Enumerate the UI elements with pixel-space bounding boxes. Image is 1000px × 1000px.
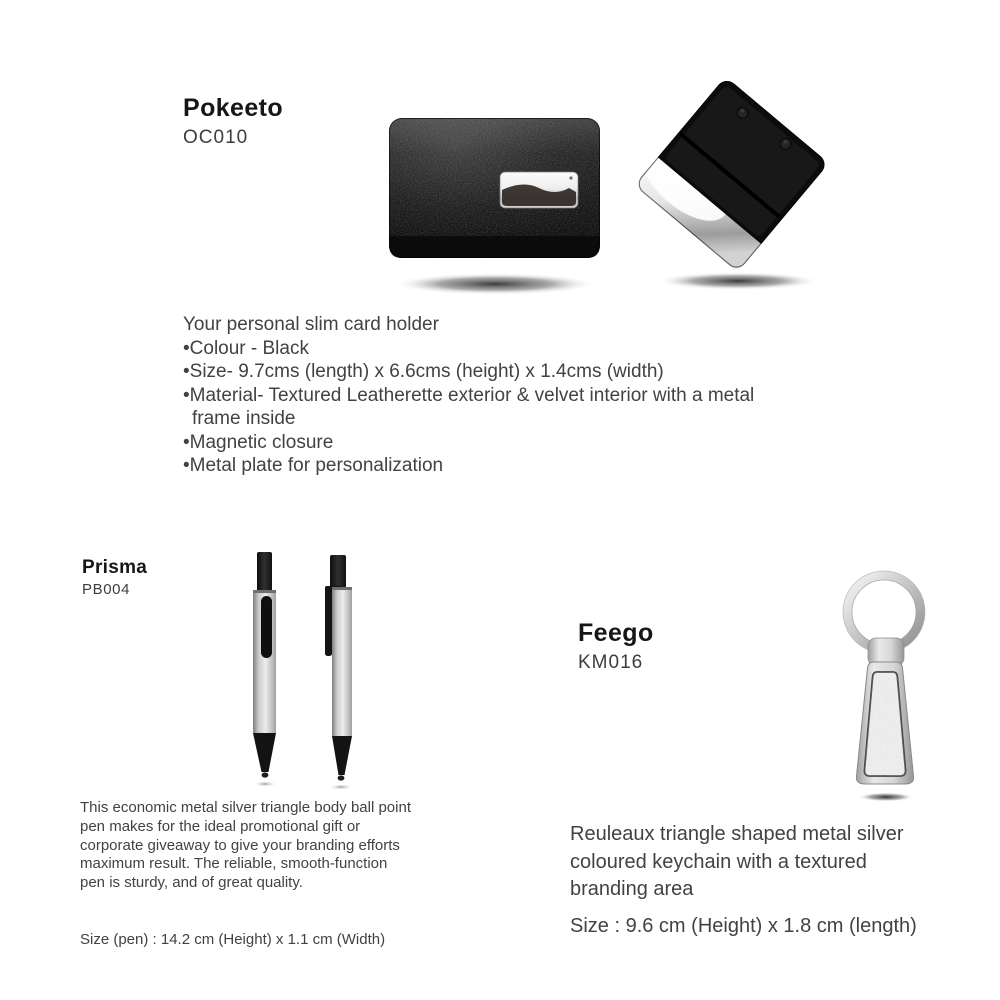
prisma-size-line: Size (pen) : 14.2 cm (Height) x 1.1 cm (Width)	[80, 931, 386, 948]
product-code-pokeeto: OC010	[183, 126, 249, 148]
pokeeto-title-block	[183, 95, 283, 149]
pokeeto-bullet: •Magnetic closure	[183, 431, 334, 453]
pokeeto-bullet: •Size- 9.7cms (length) x 6.6cms (height) x 1.4cms (width)	[183, 361, 664, 382]
prisma-title-block	[82, 558, 147, 598]
product-name-pokeeto: Pokeeto	[183, 94, 284, 122]
pokeeto-bullet: •Colour - Black	[183, 337, 309, 359]
pokeeto-intro-line: Your personal slim card holder	[183, 314, 439, 335]
pen-side	[325, 555, 353, 790]
pokeeto-bullet-list	[183, 337, 795, 478]
card-holder-closed-image	[383, 98, 623, 303]
feego-size-line: Size : 9.6 cm (Height) x 1.8 cm (length)	[570, 915, 917, 937]
product-name-prisma: Prisma	[82, 557, 148, 578]
pen-front	[253, 552, 277, 787]
product-name-feego: Feego	[578, 619, 654, 647]
keychain-image	[816, 562, 968, 810]
product-code-prisma: PB004	[82, 580, 131, 598]
pokeeto-description	[183, 313, 795, 478]
feego-description: Reuleaux triangle shaped metal silver coloured keychain with a textured branding area	[570, 823, 904, 900]
feego-title-block	[578, 620, 654, 674]
pokeeto-bullet: •Metal plate for personalization	[183, 455, 444, 476]
pokeeto-bullet: •Material- Textured Leatherette exterior & velvet interior with a metal frame inside	[183, 384, 755, 429]
card-holder-open-image	[628, 58, 863, 293]
prisma-description: This economic metal silver triangle body ball point pen makes for the ideal promotional gift or corporate giveaway to give your branding efforts maximum result. The reliable, smooth-function pen is sturdy, and of great quality.	[80, 799, 411, 892]
product-code-feego: KM016	[578, 651, 644, 673]
pens-image	[224, 548, 396, 798]
